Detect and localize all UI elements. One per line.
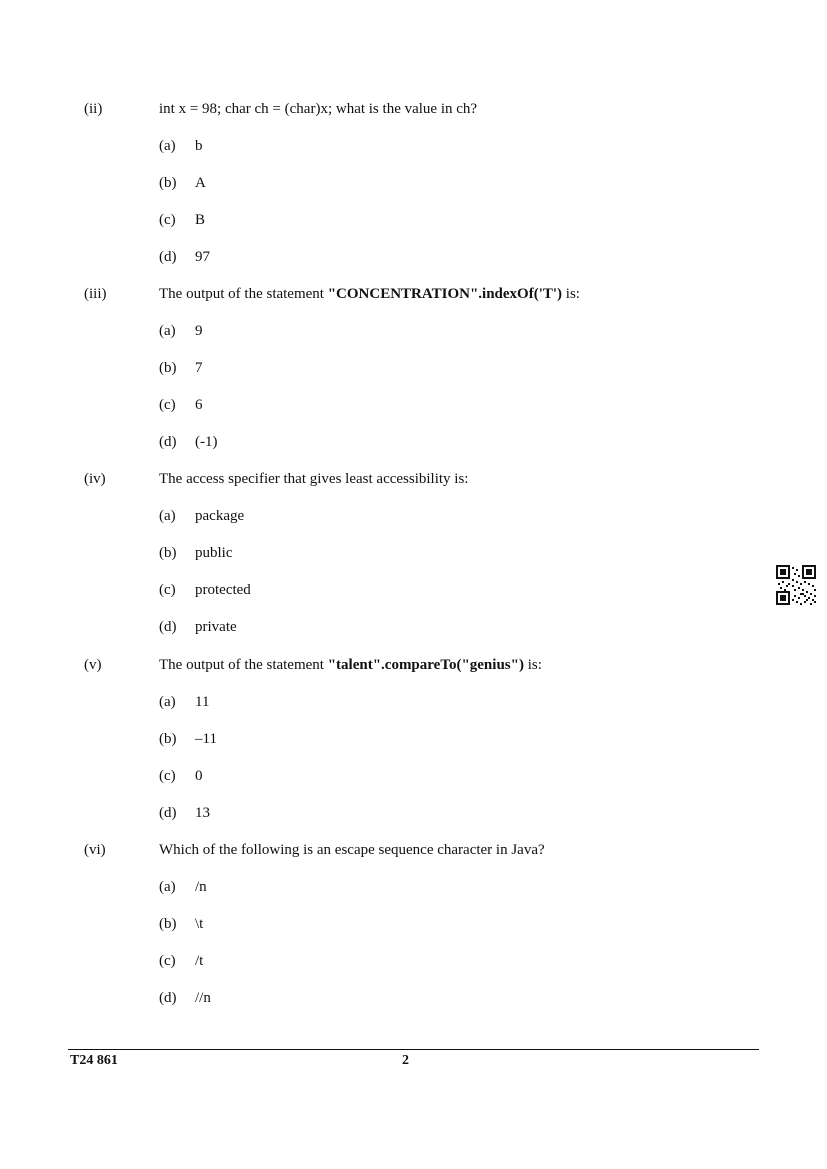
question-text xyxy=(159,842,545,859)
option-text: 0 xyxy=(195,768,203,784)
option-label: (c) xyxy=(159,212,176,228)
option-text: package xyxy=(195,508,245,524)
option-row xyxy=(0,694,827,714)
option-label: (d) xyxy=(159,805,177,821)
option-label: (a) xyxy=(159,323,176,339)
option-label: (a) xyxy=(159,508,176,524)
option-text: 97 xyxy=(195,249,210,265)
question-text-pre: Which of the following is an escape sequence character in Java? xyxy=(159,842,545,858)
option-text: 7 xyxy=(195,360,203,376)
option-label: (c) xyxy=(159,768,176,784)
option-text: 11 xyxy=(195,694,210,710)
option-text: 6 xyxy=(195,397,203,413)
question-number: (iii) xyxy=(84,286,107,302)
option-row xyxy=(0,212,827,232)
option-row xyxy=(0,508,827,528)
option-label: (d) xyxy=(159,619,177,635)
option-row xyxy=(0,990,827,1010)
question-code: "CONCENTRATION".indexOf('T') xyxy=(327,286,563,302)
question-number: (v) xyxy=(84,657,102,673)
option-text: public xyxy=(195,545,233,561)
option-row xyxy=(0,582,827,602)
option-row xyxy=(0,768,827,788)
option-row xyxy=(0,249,827,269)
option-text: –11 xyxy=(195,731,217,747)
option-label: (a) xyxy=(159,879,176,895)
option-label: (d) xyxy=(159,990,177,1006)
page-number: 2 xyxy=(402,1053,409,1068)
question-text-post: is: xyxy=(562,286,580,302)
option-row xyxy=(0,916,827,936)
option-label: (b) xyxy=(159,175,177,191)
option-text: (-1) xyxy=(195,434,218,450)
question-text-pre: The output of the statement xyxy=(159,286,328,302)
option-text: //n xyxy=(195,990,211,1006)
question-text xyxy=(159,471,468,488)
option-text: /t xyxy=(195,953,204,969)
option-text: private xyxy=(195,619,237,635)
option-text: b xyxy=(195,138,203,154)
question-code: "talent".compareTo("genius") xyxy=(327,657,524,673)
question-text-post: is: xyxy=(523,657,542,673)
option-label: (b) xyxy=(159,360,177,376)
question-text xyxy=(159,286,580,303)
option-row xyxy=(0,805,827,825)
option-text: B xyxy=(195,212,206,228)
option-row xyxy=(0,175,827,195)
option-text: /n xyxy=(195,879,207,895)
qr-code-icon xyxy=(776,565,816,605)
option-text: protected xyxy=(195,582,251,598)
option-label: (b) xyxy=(159,545,177,561)
option-row xyxy=(0,731,827,751)
option-row xyxy=(0,545,827,565)
option-row xyxy=(0,434,827,454)
option-label: (a) xyxy=(159,138,176,154)
question-number: (iv) xyxy=(84,471,106,487)
option-label: (d) xyxy=(159,434,177,450)
option-label: (b) xyxy=(159,731,177,747)
option-text: A xyxy=(195,175,206,191)
question-number: (vi) xyxy=(84,842,106,858)
question-text-pre: int x = 98; char ch = (char)x; what is the value in ch? xyxy=(159,101,478,117)
option-row xyxy=(0,953,827,973)
question-text-pre: The access specifier that gives least accessibility is: xyxy=(159,471,469,487)
option-row xyxy=(0,397,827,417)
option-label: (c) xyxy=(159,953,176,969)
option-text: 9 xyxy=(195,323,203,339)
question-text-pre: The output of the statement xyxy=(159,657,328,673)
paper-code: T24 861 xyxy=(70,1053,118,1068)
option-label: (a) xyxy=(159,694,176,710)
option-label: (c) xyxy=(159,582,176,598)
question-text xyxy=(159,657,542,674)
option-row xyxy=(0,879,827,899)
footer-divider xyxy=(68,1049,759,1050)
option-text: 13 xyxy=(195,805,210,821)
question-text xyxy=(159,101,477,118)
option-label: (c) xyxy=(159,397,176,413)
question-number: (ii) xyxy=(84,101,103,117)
option-row xyxy=(0,360,827,380)
option-label: (d) xyxy=(159,249,177,265)
option-row xyxy=(0,619,827,639)
option-row xyxy=(0,323,827,343)
option-row xyxy=(0,138,827,158)
option-text: \t xyxy=(195,916,204,932)
option-label: (b) xyxy=(159,916,177,932)
